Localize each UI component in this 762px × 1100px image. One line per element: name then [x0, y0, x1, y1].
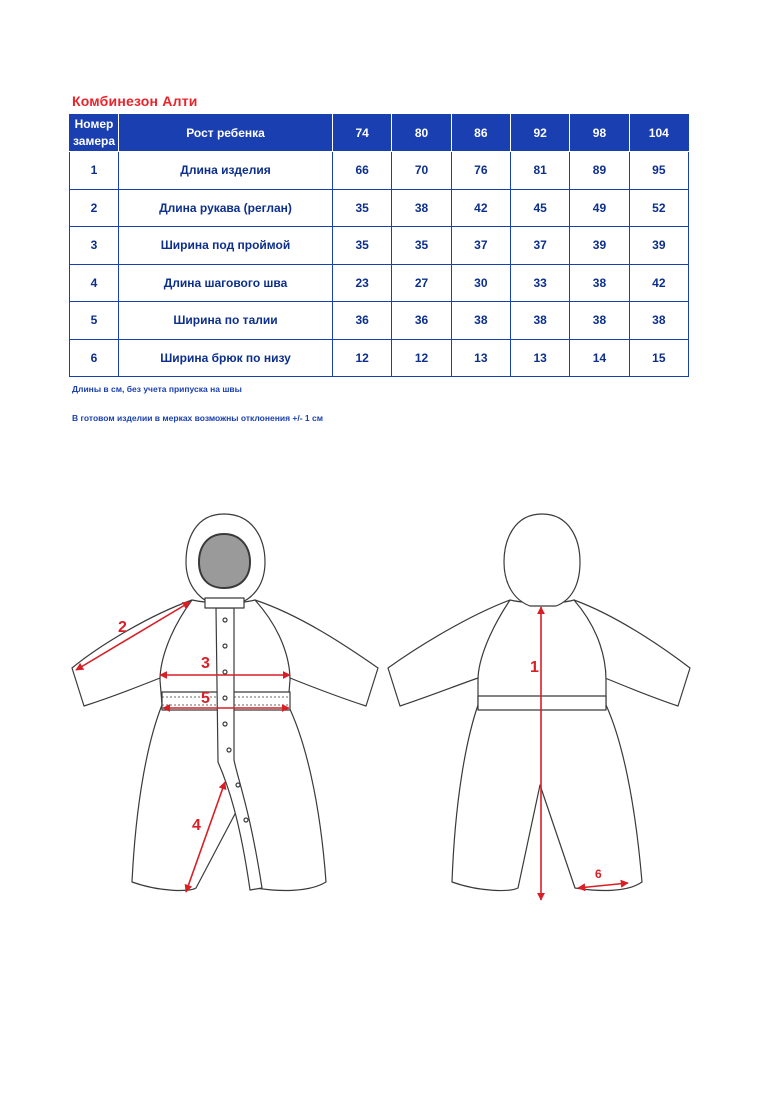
cell-value: 36 [392, 302, 451, 340]
cell-value: 38 [570, 264, 629, 302]
cell-value: 38 [629, 302, 688, 340]
cell-value: 42 [451, 189, 510, 227]
front-hood-lining [199, 534, 250, 588]
cell-value: 49 [570, 189, 629, 227]
size-chart-table [69, 114, 689, 377]
header-measure-number [70, 115, 119, 152]
measure-label-4: 4 [192, 817, 201, 834]
cell-value: 81 [510, 152, 569, 190]
table-row [70, 264, 689, 302]
header-child-height: Рост ребенка [119, 115, 333, 152]
table-row [70, 227, 689, 265]
cell-value: 12 [392, 339, 451, 377]
header-size-98: 98 [570, 115, 629, 152]
cell-value: 39 [629, 227, 688, 265]
measure-label-5: 5 [201, 690, 210, 707]
back-hood [504, 514, 580, 606]
cell-value: 76 [451, 152, 510, 190]
cell-value: 12 [333, 339, 392, 377]
cell-value: 38 [392, 189, 451, 227]
product-title: Комбинезон Алти [72, 93, 198, 109]
cell-value: 13 [510, 339, 569, 377]
cell-value: 15 [629, 339, 688, 377]
row-number: 3 [70, 227, 119, 265]
cell-value: 89 [570, 152, 629, 190]
measure-label-6: 6 [595, 867, 602, 881]
cell-value: 14 [570, 339, 629, 377]
table-row [70, 339, 689, 377]
row-number: 1 [70, 152, 119, 190]
row-measure-name: Ширина по талии [119, 302, 333, 340]
jumpsuit-diagram [0, 500, 762, 920]
cell-value: 66 [333, 152, 392, 190]
row-number: 5 [70, 302, 119, 340]
header-size-74: 74 [333, 115, 392, 152]
cell-value: 37 [510, 227, 569, 265]
table-row [70, 189, 689, 227]
table-row [70, 152, 689, 190]
cell-value: 52 [629, 189, 688, 227]
row-measure-name: Длина изделия [119, 152, 333, 190]
front-view [72, 514, 378, 890]
cell-value: 33 [510, 264, 569, 302]
measure-label-1: 1 [530, 659, 539, 676]
cell-value: 36 [333, 302, 392, 340]
cell-value: 45 [510, 189, 569, 227]
header-size-92: 92 [510, 115, 569, 152]
cell-value: 27 [392, 264, 451, 302]
cell-value: 38 [570, 302, 629, 340]
row-number: 4 [70, 264, 119, 302]
cell-value: 39 [570, 227, 629, 265]
header-number-line1: Номер [74, 117, 114, 131]
header-size-86: 86 [451, 115, 510, 152]
header-size-104: 104 [629, 115, 688, 152]
note-tolerance: В готовом изделии в мерках возможны отклонения +/- 1 см [72, 413, 324, 423]
header-number-line2: замера [72, 134, 116, 148]
cell-value: 70 [392, 152, 451, 190]
cell-value: 38 [510, 302, 569, 340]
table-row [70, 302, 689, 340]
cell-value: 42 [629, 264, 688, 302]
cell-value: 37 [451, 227, 510, 265]
measure-label-3: 3 [201, 655, 210, 672]
row-measure-name: Длина шагового шва [119, 264, 333, 302]
row-number: 2 [70, 189, 119, 227]
table-header-row [70, 115, 689, 152]
cell-value: 35 [333, 227, 392, 265]
cell-value: 35 [333, 189, 392, 227]
note-seam-allowance: Длины в см, без учета припуска на швы [72, 384, 242, 394]
cell-value: 95 [629, 152, 688, 190]
row-measure-name: Длина рукава (реглан) [119, 189, 333, 227]
cell-value: 13 [451, 339, 510, 377]
cell-value: 23 [333, 264, 392, 302]
back-waistband [478, 696, 606, 710]
cell-value: 35 [392, 227, 451, 265]
row-measure-name: Ширина под проймой [119, 227, 333, 265]
back-view [388, 514, 690, 890]
row-measure-name: Ширина брюк по низу [119, 339, 333, 377]
row-number: 6 [70, 339, 119, 377]
measure-label-2: 2 [118, 619, 127, 636]
cell-value: 30 [451, 264, 510, 302]
header-size-80: 80 [392, 115, 451, 152]
cell-value: 38 [451, 302, 510, 340]
